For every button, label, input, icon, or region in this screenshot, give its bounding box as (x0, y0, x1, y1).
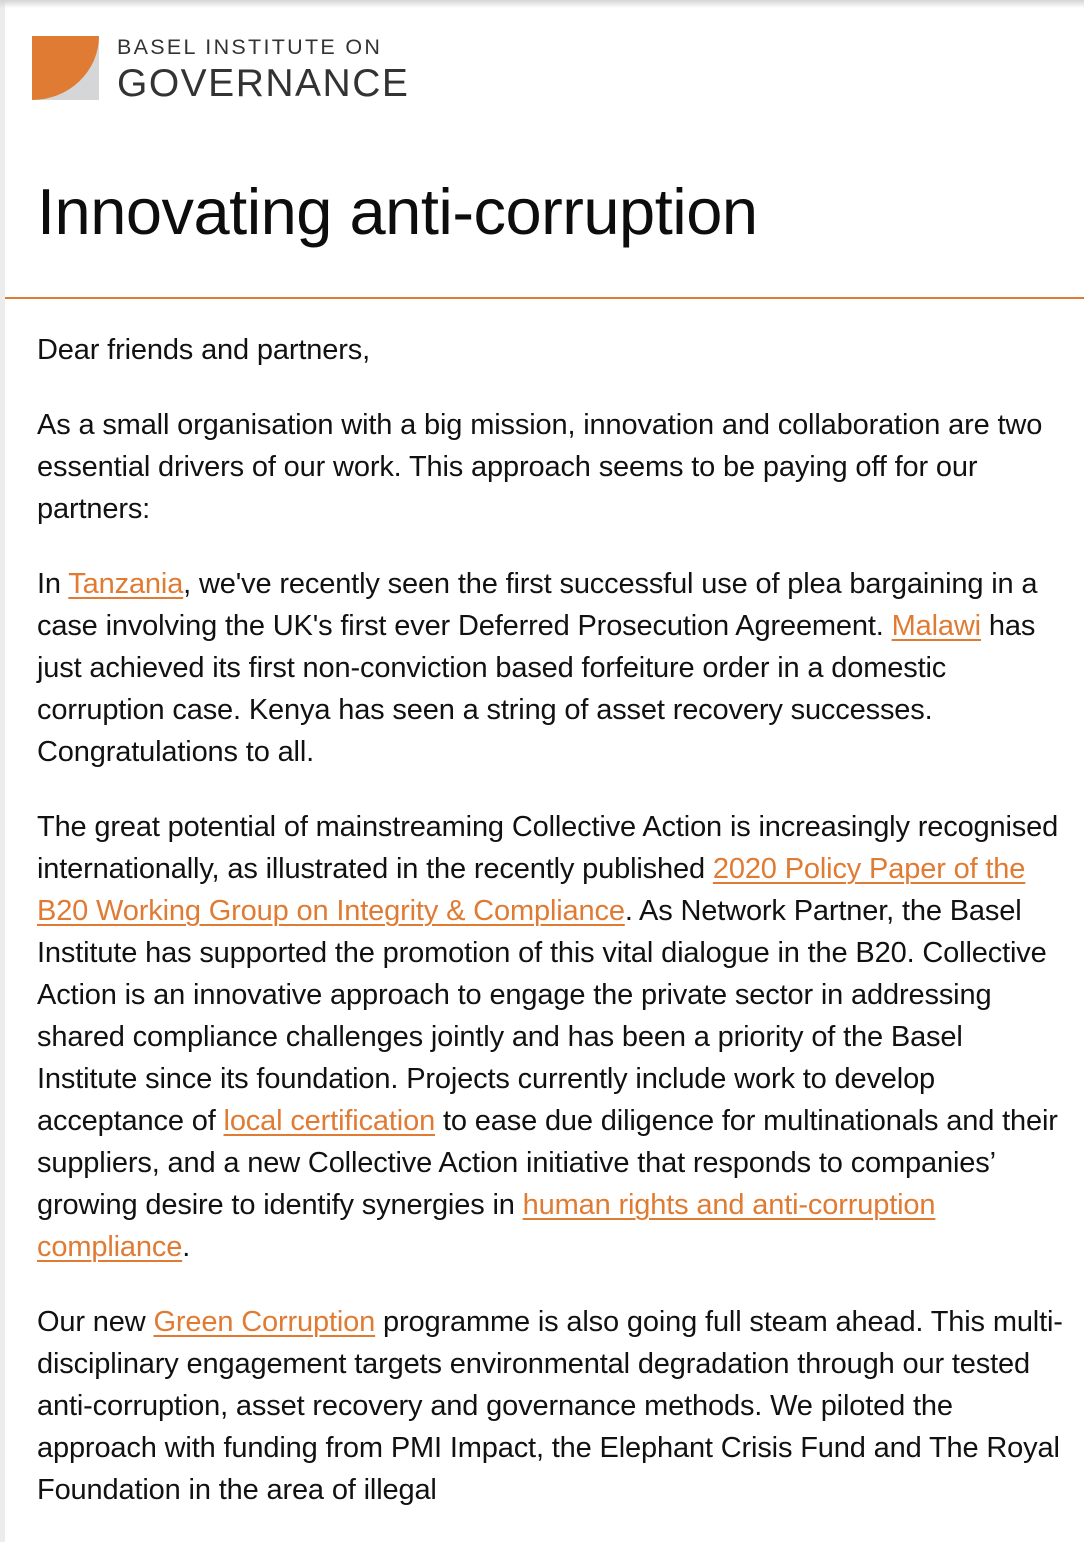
paragraph-green-corruption (37, 1301, 1067, 1511)
text: . As Network Partner, the Basel Institute has supported the promotion of this vital dialogue in the B20. Collective Action is an innovative approach to engage the private sector in addressing shared compliance challenges jointly and has been a priority of the Basel Institute since its foundation. Projects currently include work to develop acceptance of (37, 895, 1047, 1137)
text: In (37, 568, 69, 600)
paragraph-intro: As a small organisation with a big mission, innovation and collaboration are two essential drivers of our work. This approach seems to be paying off for our partners: (37, 409, 1043, 525)
text: has just achieved its first non-conviction based forfeiture order in a domestic corruption case. Kenya has seen a string of asset recovery successes. Congratulations to all. (37, 610, 1036, 768)
link-tanzania[interactable]: Tanzania (68, 568, 184, 600)
letter-body (37, 329, 1067, 1544)
logo-line-1: BASEL INSTITUTE ON (117, 35, 383, 59)
link-b20-policy-paper[interactable]: 2020 Policy Paper of the B20 Working Group on Integrity & Compliance (37, 853, 1026, 927)
link-local-certification[interactable]: local certification (223, 1105, 436, 1137)
link-malawi[interactable]: Malawi (891, 610, 981, 642)
paragraph-collective-action (37, 806, 1067, 1268)
paragraph-successes (37, 563, 1067, 773)
text: programme is also going full steam ahead. This multi-disciplinary engagement targets environmental degradation through our tested anti-corruption, asset recovery and governance methods. We piloted the approach with funding from PMI Impact, the Elephant Crisis Fund and The Royal Foundation in the area of illegal (37, 1306, 1063, 1506)
header-divider (5, 297, 1084, 299)
greeting: Dear friends and partners, (37, 334, 370, 366)
logo-quarter-circle-icon (32, 36, 99, 100)
basel-institute-logo[interactable] (32, 36, 409, 103)
link-human-rights-compliance[interactable]: human rights and anti-corruption compliance (37, 1189, 936, 1263)
link-green-corruption[interactable]: Green Corruption (153, 1306, 376, 1338)
text: , we've recently seen the first successful use of plea bargaining in a case involving the UK's first ever Deferred Prosecution Agreement. (37, 568, 1038, 642)
text: . (182, 1231, 191, 1263)
text: Our new (37, 1306, 154, 1338)
logo-line-2: GOVERNANCE (117, 61, 410, 105)
email-page (5, 0, 1084, 1542)
top-shadow (0, 0, 1084, 8)
text: to ease due diligence for multinationals and their suppliers, and a new Collective Action initiative that responds to companies’ growing desire to identify synergies in (37, 1105, 1058, 1221)
logo-wordmark (117, 36, 409, 103)
text: The great potential of mainstreaming Collective Action is increasingly recognised internationally, as illustrated in the recently published (37, 811, 1059, 885)
page-title: Innovating anti-corruption (37, 175, 758, 248)
